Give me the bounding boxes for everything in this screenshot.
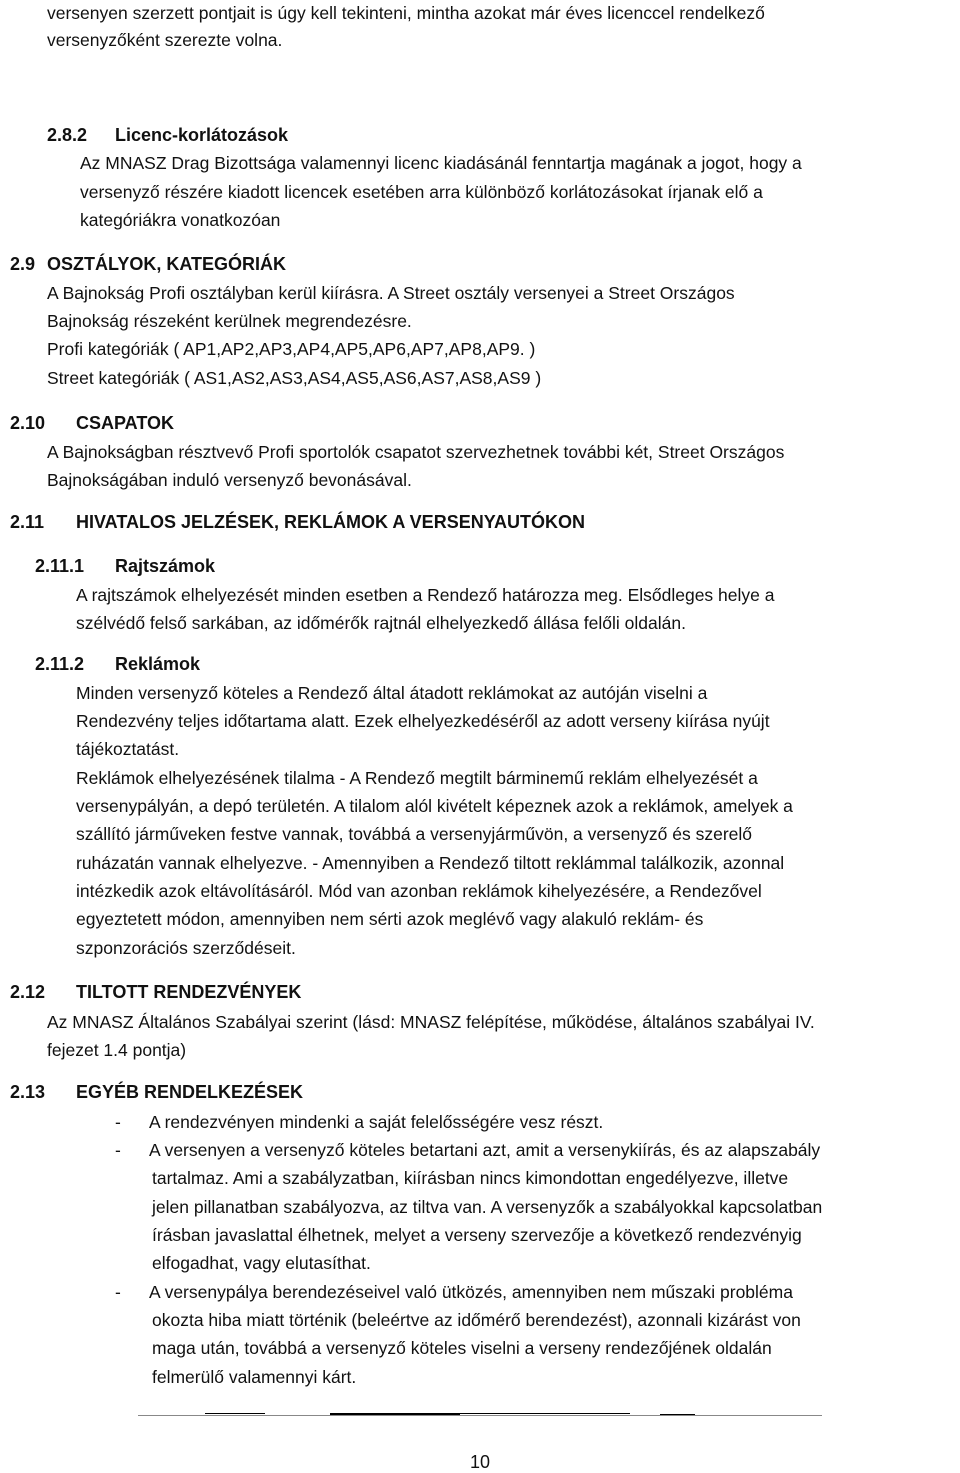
paragraph-line: Reklámok elhelyezésének tilalma - A Rendező megtilt bárminemű reklám elhelyezését a [76,768,758,788]
section-title-csapatok: CSAPATOK [76,413,175,433]
list-item-line: A versenyen a versenyző köteles betartani azt, amit a versenykiírás, és az alapszabály [149,1140,821,1160]
section-number-2-9: 2.9 [10,254,36,274]
list-item-line: írásban javaslattal élhetnek, melyet a verseny szervezője a következő rendezvényig [152,1225,802,1245]
paragraph-line: kategóriákra vonatkozóan [80,210,281,230]
section-title-rajtszamok: Rajtszámok [115,556,216,576]
paragraph-line: Bajnokság részeként kerülnek megrendezésre. [47,311,412,331]
paragraph-line: Az MNASZ Általános Szabályai szerint (lásd: MNASZ felépítése, működése, általános szabályai IV. [47,1012,815,1032]
intro-line-2: versenyzőként szerezte volna. [47,30,283,50]
section-number-2-11: 2.11 [10,512,45,532]
paragraph-line: Bajnokságában induló versenyző bevonásával. [47,470,412,490]
footer-rule-segment [330,1413,460,1415]
paragraph-line: ruházatán vannak elhelyezve. - Amennyiben a Rendező tiltott reklámmal találkozik, azonnal [76,853,785,873]
list-bullet-dash: - [115,1140,121,1160]
intro-line-1: versenyen szerzett pontjait is úgy kell tekinteni, mintha azokat már éves licenccel rendelkező [47,3,765,23]
paragraph-line: A Bajnokságban résztvevő Profi sportolók csapatot szervezhetnek további két, Street Országos [47,442,785,462]
list-item-line: jelen pillanatban szabályozva, az tiltva van. A versenyzők a szabályokkal kapcsolatban [152,1197,823,1217]
paragraph-line: A rajtszámok elhelyezését minden esetben a Rendező határozza meg. Elsődleges helye a [76,585,775,605]
section-title-tiltott-rendezvenyek: TILTOTT RENDEZVÉNYEK [76,982,302,1002]
section-title-hivatalos-jelzesek: HIVATALOS JELZÉSEK, REKLÁMOK A VERSENYAUTÓKON [76,512,586,532]
section-title-licenc-korlatozasok: Licenc-korlátozások [115,125,289,145]
section-number-2-11-1: 2.11.1 [35,556,85,576]
section-title-reklamok: Reklámok [115,654,201,674]
footer-rule-segment [460,1413,630,1414]
list-item-line: A versenypálya berendezéseivel való ütközés, amennyiben nem műszaki probléma [149,1282,793,1302]
section-number-2-10: 2.10 [10,413,46,433]
list-item-line: elfogadhat, vagy elutasíthat. [152,1253,371,1273]
list-item-line: maga után, továbbá a versenyző köteles viselni a verseny rendezőjének oldalán [152,1338,772,1358]
section-title-egyeb-rendelkezesek: EGYÉB RENDELKEZÉSEK [76,1082,304,1102]
paragraph-line: A Bajnokság Profi osztályban kerül kiírásra. A Street osztály versenyei a Street Országos [47,283,735,303]
footer-rule-segment [660,1414,695,1415]
list-item-line: tartalmaz. Ami a szabályzatban, kiírásban nincs kimondottan engedélyezve, illetve [152,1168,789,1188]
section-number-2-12: 2.12 [10,982,46,1002]
list-bullet-dash: - [115,1282,121,1302]
paragraph-line: szponzorációs szerződéseit. [76,938,296,958]
paragraph-line: tájékoztatást. [76,739,180,759]
section-number-2-11-2: 2.11.2 [35,654,85,674]
paragraph-line: szélvédő felső sarkában, az időmérők rajtnál elhelyezkedő állása felőli oldalán. [76,613,686,633]
paragraph-line: versenypályán, a depó területén. A tilalom alól kivételt képeznek azok a reklámok, amelyek a [76,796,793,816]
list-item-line: okozta hiba miatt történik (beleértve az időmérő berendezést), azonnali kizárást von [152,1310,801,1330]
paragraph-line: szállító járműveken festve vannak, továbbá a versenyjárművön, a versenyző és szerelő [76,824,753,844]
section-number-2-13: 2.13 [10,1082,46,1102]
list-item-line: felmerülő valamennyi kárt. [152,1367,357,1387]
paragraph-line: Minden versenyző köteles a Rendező által átadott reklámokat az autóján viselni a [76,683,708,703]
list-item-line: A rendezvényen mindenki a saját felelősségére vesz részt. [149,1112,604,1132]
paragraph-line: Az MNASZ Drag Bizottsága valamennyi licenc kiadásánál fenntartja magának a jogot, hogy a [80,153,802,173]
footer-rule-segment [205,1413,265,1414]
paragraph-line: Rendezvény teljes időtartama alatt. Ezek elhelyezkedéséről az adott verseny kiírása nyújt [76,711,770,731]
paragraph-line: versenyző részére kiadott licencek esetében arra különböző korlátozásokat írjanak elő a [80,182,763,202]
paragraph-line: egyeztetett módon, amennyiben nem sérti azok meglévő vagy alakuló reklám- és [76,909,704,929]
paragraph-line: intézkedik azok eltávolításáról. Mód van azonban reklámok kihelyezésére, a Rendezővel [76,881,762,901]
section-number-2-8-2: 2.8.2 [47,125,88,145]
page-number: 10 [470,1452,491,1472]
paragraph-line: Street kategóriák ( AS1,AS2,AS3,AS4,AS5,AS6,AS7,AS8,AS9 ) [47,368,542,388]
paragraph-line: Profi kategóriák ( AP1,AP2,AP3,AP4,AP5,AP6,AP7,AP8,AP9. ) [47,339,536,359]
list-bullet-dash: - [115,1112,121,1132]
paragraph-line: fejezet 1.4 pontja) [47,1040,187,1060]
section-title-osztalyok-kategoriak: OSZTÁLYOK, KATEGÓRIÁK [47,254,287,274]
footer-rule [138,1415,822,1416]
